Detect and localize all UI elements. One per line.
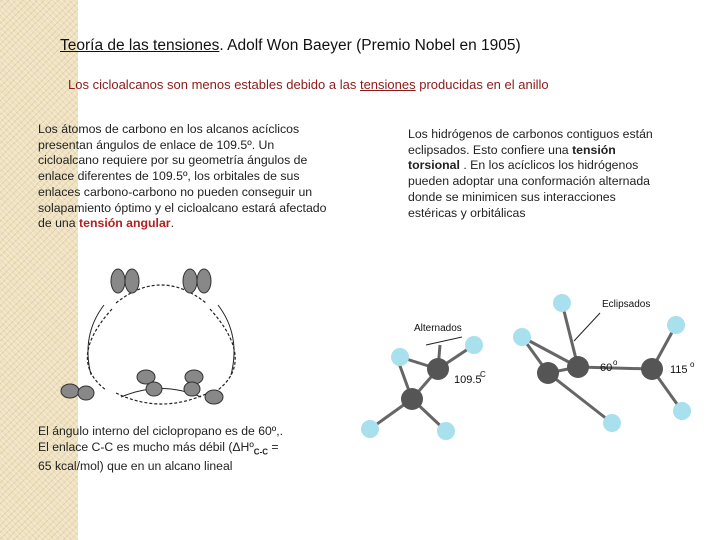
torsional-strain-paragraph (408, 127, 668, 221)
hydrogen-atom (553, 294, 571, 312)
title-underlined: Teoría de las tensiones (60, 37, 220, 54)
carbon-atom (401, 388, 423, 410)
carbon-top-left (111, 269, 139, 293)
subtitle-part3: producidas en el anillo (415, 77, 549, 92)
hydrogen-atom (673, 402, 691, 420)
hydrogen-atom (465, 336, 483, 354)
carbon-bottom-mid (137, 370, 162, 396)
torsional-strain-emphasis: tensión torsional (408, 142, 616, 173)
cyclopropane-orbital-diagram (46, 265, 281, 415)
cyclopropane-text-2: = 65 kcal/mol) que en un alcano lineal (38, 439, 279, 474)
hydrogen-atom (437, 422, 455, 440)
carbon-atom (537, 362, 559, 384)
carbon-bottom-left (61, 384, 94, 400)
carbon-atom (567, 356, 589, 378)
angular-strain-text: Los átomos de carbono en los alcanos acíclicos presentan ángulos de enlace de 109.5º. Un cicloalcano requiere por su geometría ángulos de enlace diferentes de 109.5º, los orbitales de sus enlaces carbono-carbono no pueden conseguir un solapamiento óptimo y el cicloalcano estará afectado de una (38, 122, 327, 231)
eclipsados-label: Eclipsados (602, 299, 651, 310)
carbon-atom (427, 358, 449, 380)
carbon-bottom-right (184, 370, 223, 404)
cyclopropane-text-1: El ángulo interno del ciclopropano es de 60º,. El enlace C-C es mucho más débil (ΔHº (38, 424, 283, 454)
eclipsados-arrow (574, 313, 600, 341)
hydrogen-atom (667, 316, 685, 334)
subtitle-tensiones: tensiones (359, 77, 416, 92)
angle-109-unit: C (480, 370, 486, 379)
cyclopropane-paragraph (38, 424, 288, 475)
subtitle-part1: Los cicloalcanos son menos estables debido a las (68, 77, 360, 92)
carbon-top-right (183, 269, 211, 293)
torsional-text-2: . En los acíclicos los hidrógenos pueden adoptar una conformación alternada donde se minimicen sus interacciones estéricas y orbitálicas (408, 158, 651, 220)
hydrogen-atom (603, 414, 621, 432)
alternados-arrow (426, 337, 462, 345)
conformation-molecule-diagram (350, 285, 710, 445)
slide-title (60, 37, 521, 55)
hydrogen-atom (513, 328, 531, 346)
torsional-text-1: Los hidrógenos de carbonos contiguos están eclipsados. Esto confiere una (408, 127, 653, 157)
angle-60-degree: o (613, 358, 618, 367)
angle-60-label: 60 (600, 362, 613, 374)
hydrogen-atom (361, 420, 379, 438)
angular-strain-paragraph (38, 122, 338, 232)
angular-strain-end: . (170, 216, 175, 231)
carbon-atom (641, 358, 663, 380)
bond-subscript: C-C (253, 446, 269, 456)
angle-115-degree: o (690, 360, 695, 369)
alternados-label: Alternados (414, 323, 462, 334)
title-rest: . Adolf Won Baeyer (Premio Nobel en 1905) (219, 37, 521, 54)
angle-109-label: 109.5 (454, 374, 482, 386)
angular-strain-emphasis: tensión angular (79, 216, 171, 231)
angle-115-label: 115 (670, 364, 688, 376)
slide-subtitle (68, 77, 549, 92)
hydrogen-atom (391, 348, 409, 366)
